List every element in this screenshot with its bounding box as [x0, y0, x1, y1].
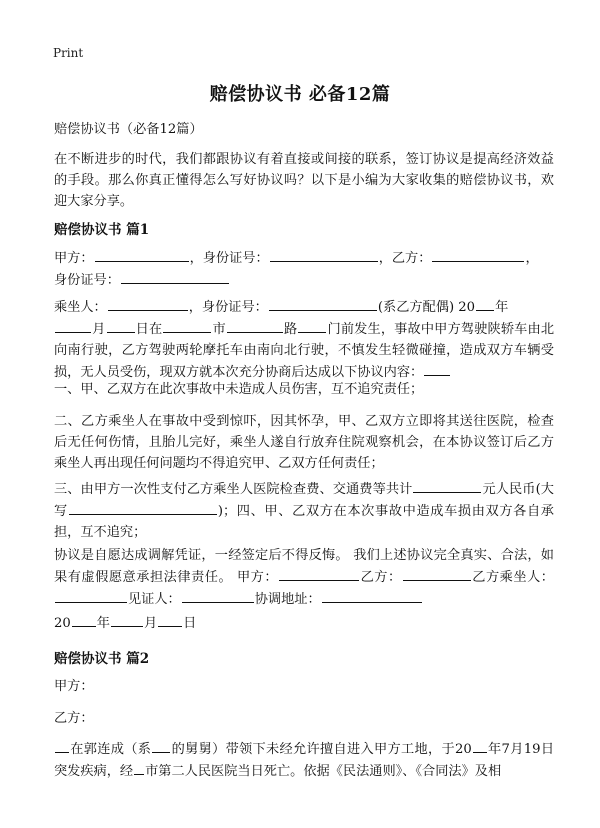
blank-road: [227, 318, 283, 333]
clause-1: 一、甲、乙双方在此次事故中未造成人员伤害，互不追究责任；: [54, 382, 424, 397]
document-title: 赔偿协议书 必备12篇: [209, 84, 391, 105]
blank-relation: [152, 738, 170, 753]
section-2-party-a: 甲方：: [54, 679, 94, 694]
label-coord-address: 协调地址：: [254, 592, 321, 607]
blank-amount: [413, 478, 481, 493]
section-2-body-c: 年7月19日突发疾病，经: [54, 742, 555, 779]
section-2-body: [54, 738, 554, 782]
label-year: 年: [495, 300, 509, 315]
section-1-heading: 赔偿协议书 篇1: [54, 222, 150, 238]
closing-text: 协议是自愿达成调解凭证，一经签定后不得反悔。 我们上述协议完全真实、合法，如果有虚假愿意承担法律责任。 甲方：: [54, 548, 554, 585]
blank-amount-words: [69, 500, 217, 515]
section-2-body-b: 的舅舅）带领下未经允许擅自进入甲方工地，于20: [171, 742, 472, 757]
blank-witness: [182, 588, 254, 603]
subtitle: 赔偿协议书（必备12篇）: [54, 122, 203, 137]
label-party-a: 甲方：: [54, 251, 94, 266]
blank-rider: [108, 296, 188, 311]
blank-year-2: [473, 738, 487, 753]
clause-2: 二、乙方乘坐人在事故中受到惊吓，因其怀孕，甲、乙双方立即将其送往医院，检查后无任何伤情，且胎儿完好，乘坐人遂自行放弃住院观察机会，在本协议签订后乙方乘坐人再出现任何问题均不得追究甲、乙双方任何责任；: [54, 414, 554, 471]
section-2-heading: 赔偿协议书 篇2: [54, 651, 150, 667]
comma: ，: [525, 251, 539, 266]
label-month: 月: [92, 322, 106, 337]
section-2-body-d: 市第二人民医院当日死亡。依据《民法通则》、《合同法》及相: [145, 764, 502, 779]
rider-paragraph: [54, 296, 554, 383]
blank-sign-a: [279, 566, 359, 581]
clause-3-text-c: )；四、甲、乙双方在本次事故中造成车损由双方各自承担，互不追究；: [54, 504, 554, 540]
label-spouse: (系乙方配偶) 20: [377, 300, 476, 315]
label-road: 路: [283, 322, 298, 337]
blank-party-b: [432, 247, 524, 262]
clause-3: [54, 478, 554, 543]
blank-year: [476, 296, 494, 311]
blank-id-b: [121, 269, 229, 284]
section-2-body-a: 在郭连成（系: [70, 742, 152, 757]
intro-paragraph: 在不断进步的时代，我们都跟协议有着直接或间接的联系，签订协议是提高经济效益的手段。那么你真正懂得怎么写好协议吗？以下是小编为大家收集的赔偿协议书，欢迎大家分享。: [54, 152, 554, 209]
blank-id-a: [270, 247, 378, 262]
closing-paragraph: [54, 545, 554, 610]
label-witness: 见证人：: [128, 592, 181, 607]
blank-city: [163, 318, 211, 333]
blank-trailing: [424, 361, 450, 376]
clause-3-text-a: 三、由甲方一次性支付乙方乘坐人医院检查费、交通费等共计: [54, 482, 413, 497]
parties-paragraph: 甲方： ，身份证号： ，乙方： ， 身份证号：: [54, 247, 554, 291]
blank-date-day: [158, 612, 182, 627]
label-rider: 乘坐人：: [54, 300, 107, 315]
label-sign-b: 乙方：: [360, 570, 402, 585]
blank-date-month: [111, 612, 143, 627]
label-id-number-b: 身份证号：: [54, 273, 120, 288]
date-month-label: 月: [143, 616, 158, 631]
blank-number: [298, 318, 326, 333]
blank-coord-address: [322, 588, 422, 603]
label-rider-id: ，身份证号：: [188, 300, 268, 315]
label-id-number: ，身份证号：: [189, 251, 269, 266]
label-party-b: 乙方：: [391, 251, 432, 266]
clause-3-text-b: 元人民币(大写: [54, 482, 554, 519]
blank-day: [107, 318, 135, 333]
blank-sign-b: [403, 566, 471, 581]
blank-date-year: [72, 612, 96, 627]
blank-month: [55, 318, 91, 333]
section-2-party-b: 乙方：: [54, 711, 94, 726]
date-day-label: 日: [183, 616, 197, 631]
blank-rider-id: [269, 296, 377, 311]
label-day-at: 日在: [135, 322, 163, 337]
blank-party-a: [95, 247, 189, 262]
incident-text: 门前发生，事故中甲方驾驶陕轿车由北向南行驶，乙方驾驶两轮摩托车由南向北行驶，不慎发生轻微碰撞，造成双方车辆受损，无人员受伤，现双方就本次充分协商后达成以下协议内容：: [54, 322, 555, 380]
blank-city-2: [134, 760, 144, 775]
blank-name: [55, 738, 69, 753]
date-prefix: 20: [54, 616, 71, 631]
date-line: [54, 612, 554, 634]
label-city: 市: [212, 322, 226, 337]
date-year-label: 年: [96, 616, 110, 631]
label-sign-rider: 乙方乘坐人：: [471, 570, 554, 585]
print-label: Print: [53, 46, 84, 60]
blank-sign-rider: [55, 588, 127, 603]
